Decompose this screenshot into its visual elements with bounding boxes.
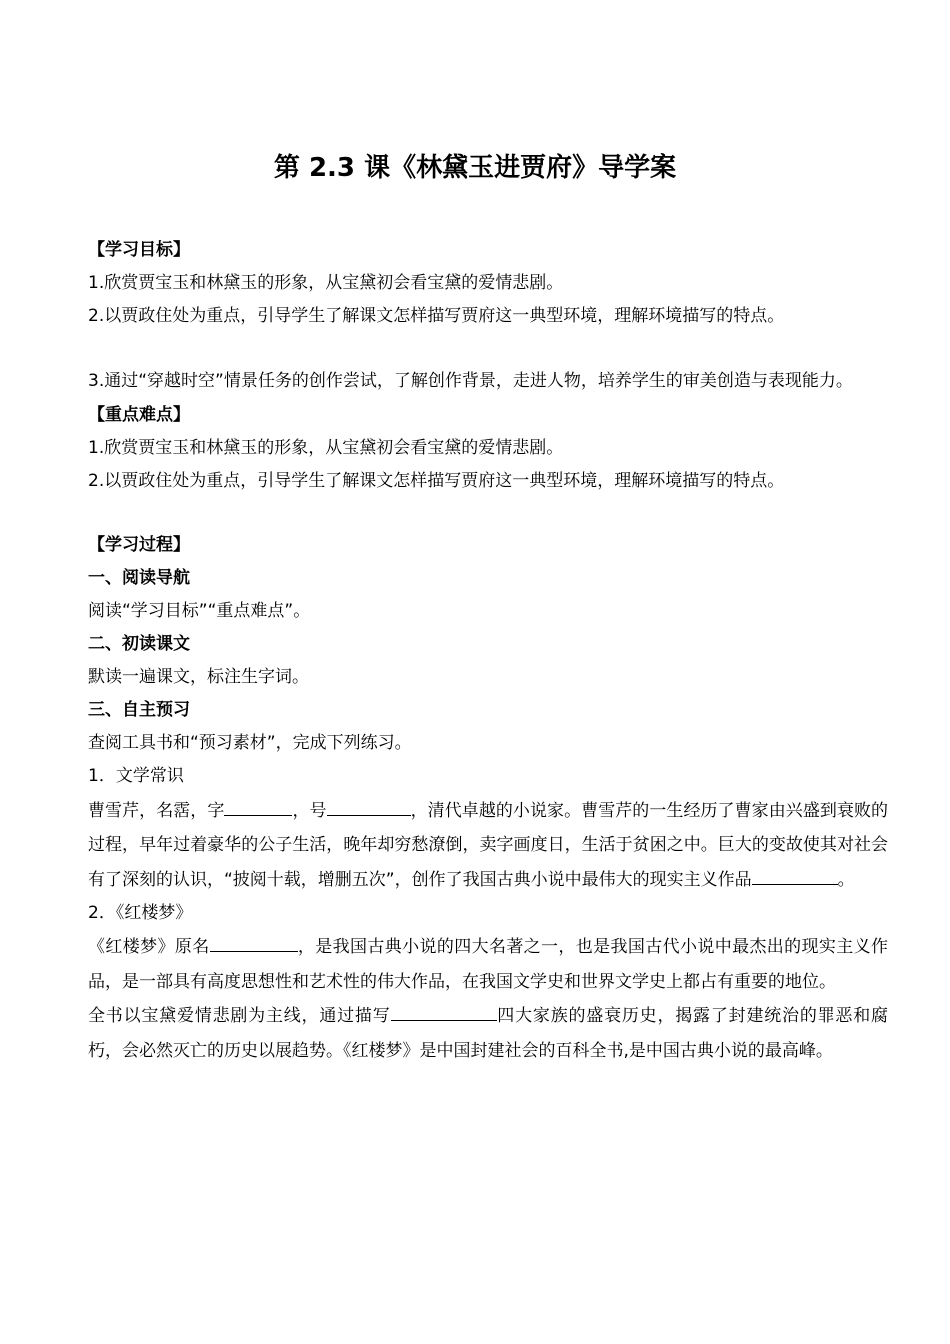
keypoint-item: 1.欣赏贾宝玉和林黛玉的形象，从宝黛初会看宝黛的爱情悲剧。 <box>88 437 564 458</box>
question-text: 。 <box>837 869 855 890</box>
fill-blank[interactable] <box>327 798 411 816</box>
goal-item: 3.通过“穿越时空”情景任务的创作尝试，了解创作背景，走进人物，培养学生的审美创造与表现能力。 <box>88 371 853 391</box>
fill-blank[interactable] <box>752 867 838 885</box>
question-text: ，号 <box>292 800 327 821</box>
process-heading: 【学习过程】 <box>88 534 190 555</box>
question-text: ，是我国古典小说的四大名著之一，也是我国古代小说中最杰出的现实主义作品，是一部具有高度思想性和艺术性的伟大作品，在我国文学史和世界文学史上都占有重要的地位。 <box>88 937 888 992</box>
section-text: 查阅工具书和“预习素材”，完成下列练习。 <box>88 732 412 753</box>
section-title: 三、自主预习 <box>88 699 190 720</box>
question-text: 《红楼梦》原名 <box>88 937 210 957</box>
fill-blank[interactable] <box>224 798 292 816</box>
question-title: 2．《红楼梦》 <box>88 903 193 923</box>
question-paragraph <box>88 794 888 898</box>
section-text: 默读一遍课文，标注生字词。 <box>88 666 309 687</box>
section-title: 二、初读课文 <box>88 633 190 654</box>
keypoint-item: 2.以贾政住处为重点，引导学生了解课文怎样描写贾府这一典型环境，理解环境描写的特点。 <box>88 470 785 491</box>
fill-blank[interactable] <box>210 934 298 952</box>
question-paragraph <box>88 930 888 999</box>
question-text: 全书以宝黛爱情悲剧为主线，通过描写 <box>88 1006 391 1026</box>
question-title: 1．文学常识 <box>88 765 184 786</box>
fill-blank[interactable] <box>391 1003 497 1021</box>
keypoints-heading: 【重点难点】 <box>88 404 190 425</box>
question-text: 曹雪芹，名霑，字 <box>88 800 225 821</box>
question-text: 四大家族的盛衰历史，揭露了封建统治的罪恶和腐朽，会必然灭亡的历史以展趋势。《红楼梦》是中国封建社会的百科全书,是中国古典小说的最高峰。 <box>88 1006 889 1061</box>
section-text: 阅读“学习目标”“重点难点”。 <box>88 600 311 621</box>
question-paragraph <box>88 999 888 1068</box>
question-text: ，清代卓越的小说家。曹雪芹的一生经历了曹家由兴盛到衰败的过程，早年过着豪华的公子生活，晚年却穷愁潦倒，卖字画度日，生活于贫困之中。巨大的变故使其对社会有了深刻的认识，“披阅十载，增删五次”，创作了我国古典小说中最伟大的现实主义作品 <box>88 800 889 890</box>
document-body <box>88 234 888 1068</box>
document-title: 第 2.3 课《林黛玉进贾府》导学案 <box>273 153 677 183</box>
blank-line <box>88 498 888 529</box>
goal-item: 2.以贾政住处为重点，引导学生了解课文怎样描写贾府这一典型环境，理解环境描写的特点。 <box>88 306 785 326</box>
goals-heading: 【学习目标】 <box>88 240 190 260</box>
section-title: 一、阅读导航 <box>88 567 190 588</box>
goal-item: 1.欣赏贾宝玉和林黛玉的形象，从宝黛初会看宝黛的爱情悲剧。 <box>88 273 564 293</box>
blank-line <box>88 333 888 364</box>
